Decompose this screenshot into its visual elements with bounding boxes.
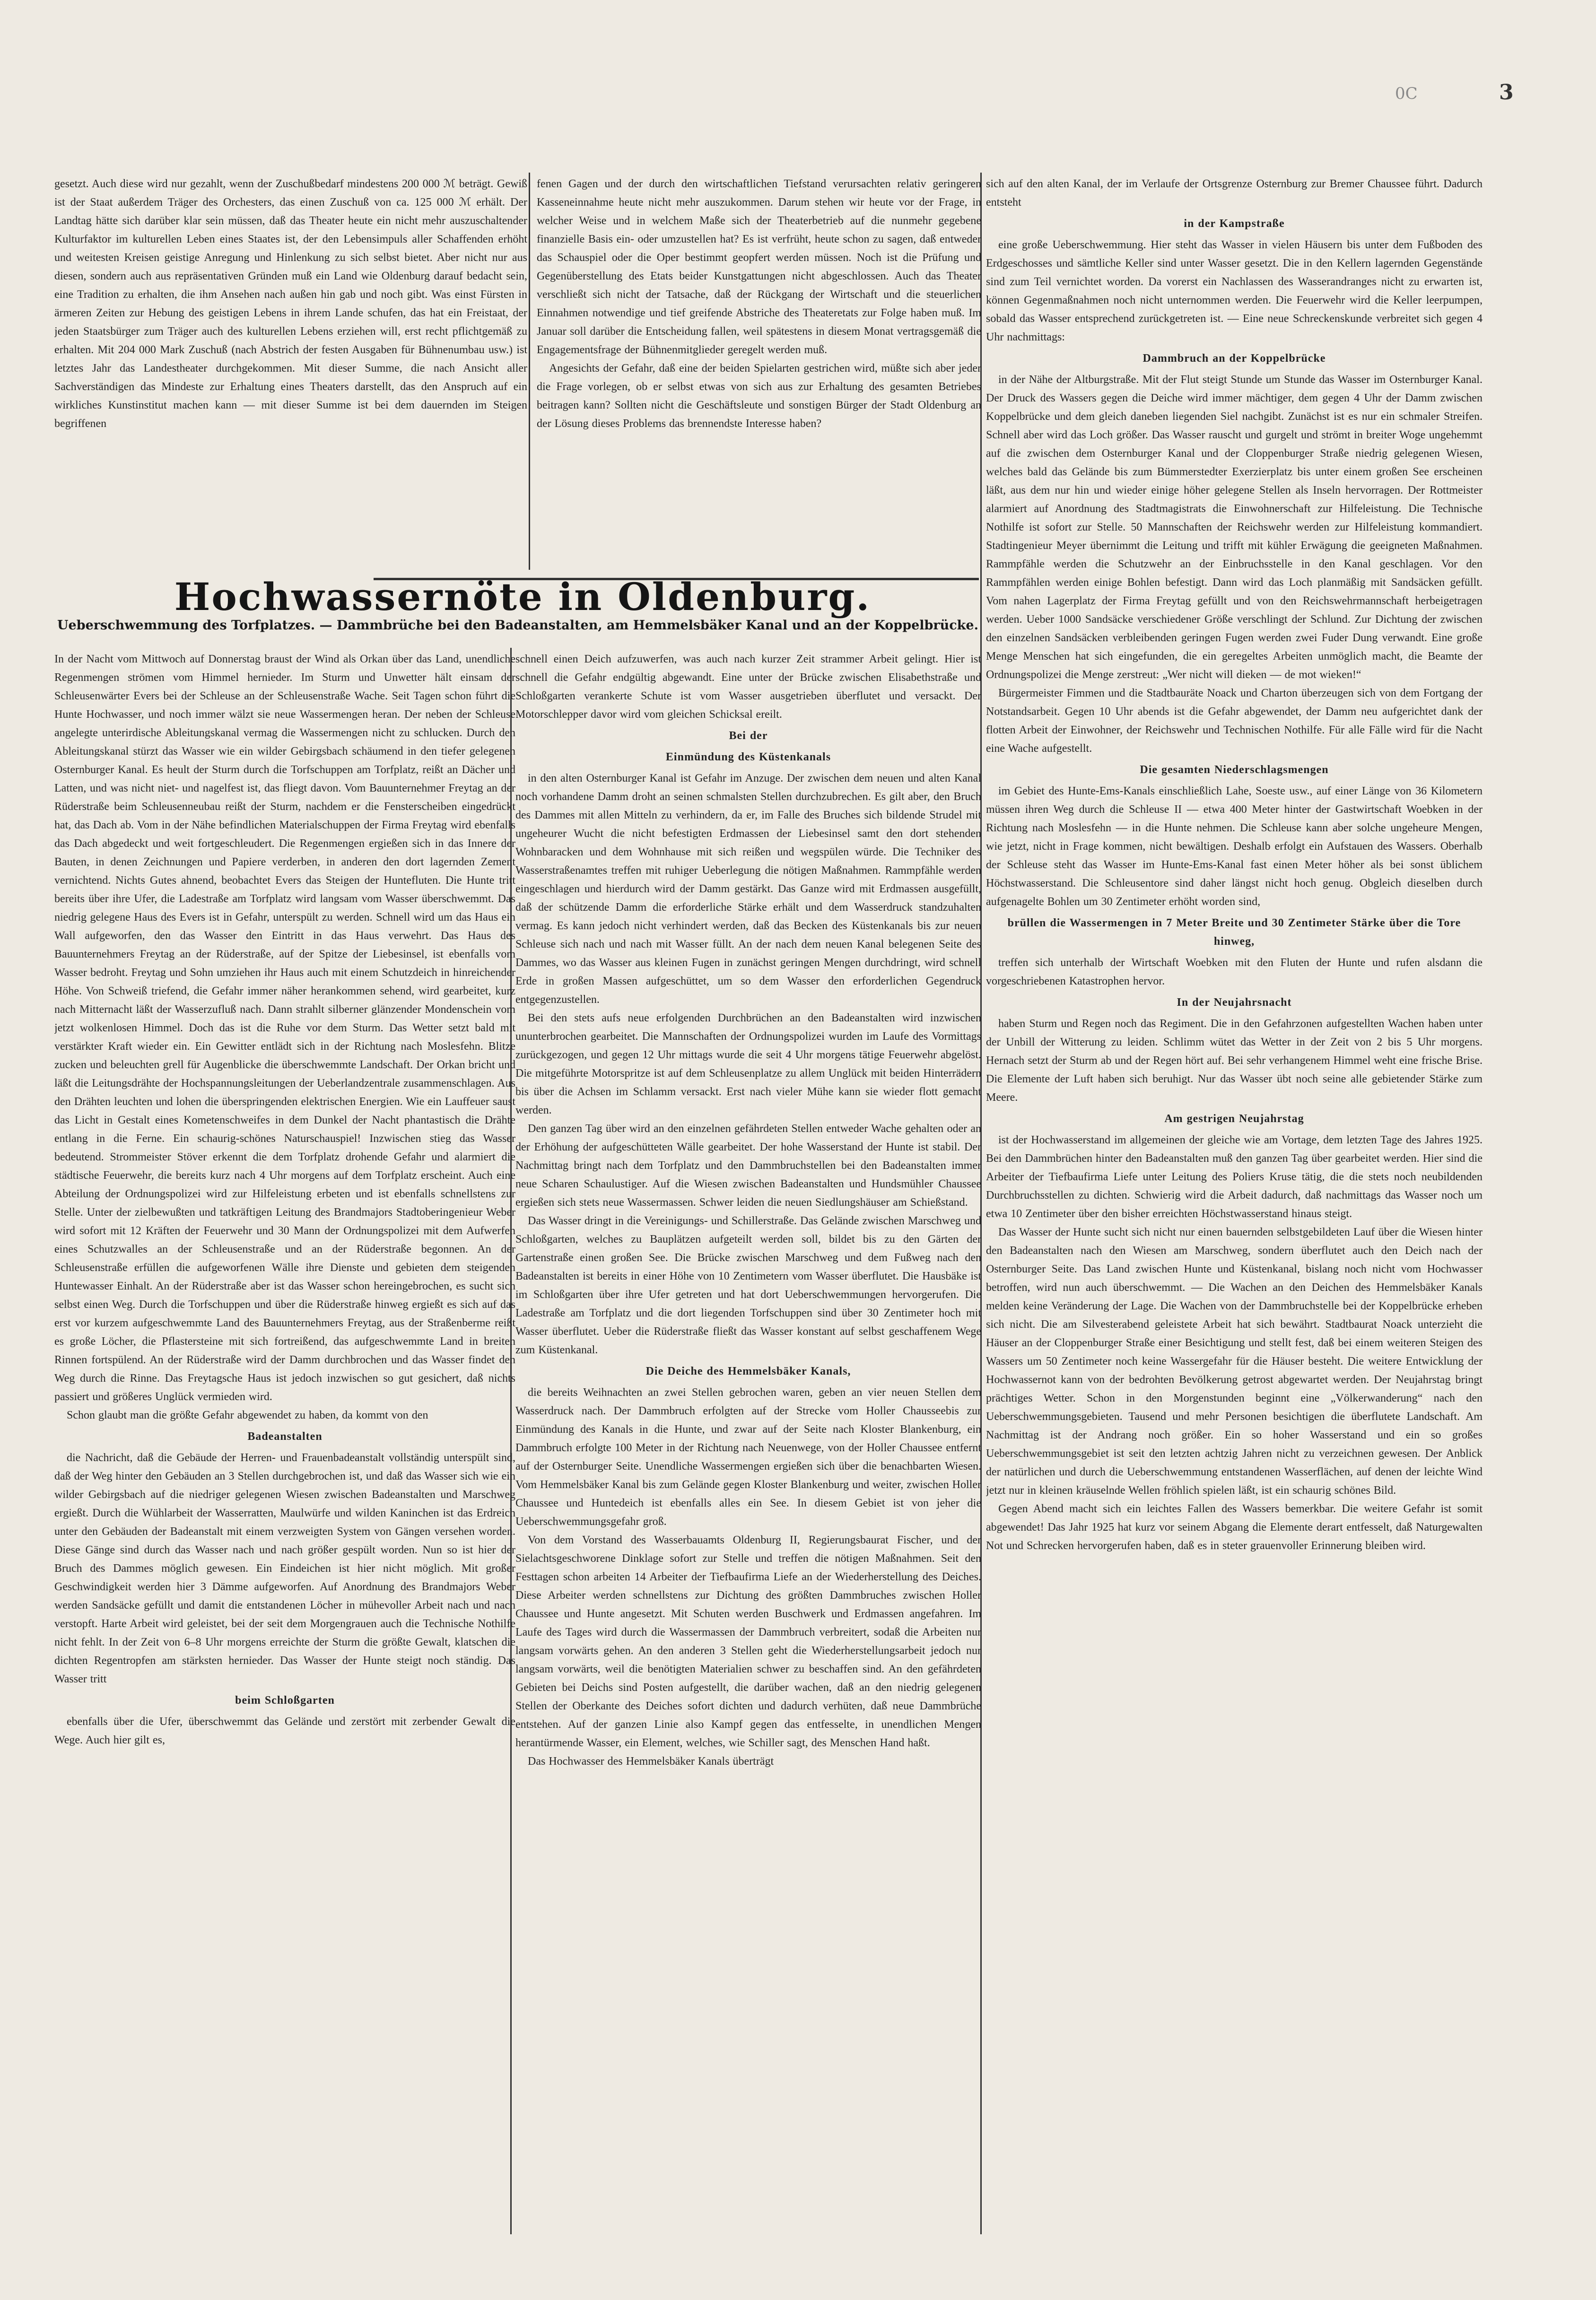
theater-article-column-1	[54, 175, 527, 567]
paragraph: treffen sich unterhalb der Wirtschaft Woebken mit den Fluten der Hunte und rufen alsdann die vorgeschriebenen Katastrophen hervor.	[986, 957, 1483, 987]
paragraph: in den alten Osternburger Kanal ist Gefahr im Anzuge. Der zwischen dem neuen und alten Kanal noch vorhandene Damm droht an seinen schmalsten Stellen durchzubrechen. Es gilt aber, den Bruch des Dammes mit allen Mitteln zu verhindern, da er, im Falle des Bruches sich bildende Strudel mit ungeheurer Wucht die nicht befestigten Erdmassen der Liebesinsel samt den dort stehenden Wohnbaracken und dem Wohnhause mit sich reißen und wegspülen würde. Die Techniker des Wasserstraßenamtes treffen mit ruhiger Ueberlegung die nötigen Maßnahmen. Rammpfähle werden eingeschlagen und hierdurch wird der Damm gestärkt. Das Ganze wird mit Erdmassen ausgefüllt, daß der schützende Damm die erforderliche Stärke erhält und dem Wasserdruck standzuhalten vermag. Es kann jedoch nicht verhindert werden, daß das Becken des Küstenkanals bis zur neuen Schleuse sich nach und nach mit Wasser füllt. An der nach dem neuen Kanal belegenen Seite des Dammes, wo das Wasser aus kleinen Fugen in zunächst geringen Mengen durchdringt, wird schnell Erde in großen Massen aufgeschüttet, um so dem Wasser den erforderlichen Gegendruck entgegenzustellen.	[515, 772, 981, 1006]
paragraph: ist der Hochwasserstand im allgemeinen der gleiche wie am Vortage, dem letzten Tage des Jahres 1925. Bei den Dammbrüchen hinter den Badeanstalten muß den ganzen Tag über gearbeitet werden. Hier sind die Arbeiter der Tiefbaufirma Liefe unter Leitung des Poliers Kruse tätig, die die stets noch neubildenden Durchbruchsstellen zu dichten. Schwierig wird die Arbeit dadurch, daß nachmittags das Wasser noch um etwa 10 Zentimeter über den bisher erreichten Höchstwasserstand hinaus steigt.	[986, 1134, 1483, 1220]
section-subheading: In der Neujahrsnacht	[1177, 996, 1292, 1009]
section-subheading: Dammbruch an der Koppelbrücke	[1142, 352, 1326, 365]
paragraph: Den ganzen Tag über wird an den einzelnen gefährdeten Stellen entweder Wache gehalten oder an der Erhöhung der aufgeschütteten Wälle gearbeitet. Der hohe Wasserstand der Hunte ist stabil. Der Nachmittag bringt nach dem Torfplatz und den Dammbruchstellen bei den Badeanstalten immer neue Scharen Schaulustiger. Auf die Wiesen zwischen Badeanstalten und Hundsmühler Chaussee ergießen sich stets neue Wassermassen. Schwer leiden die neuen Siedlungshäuser am Schießstand.	[515, 1123, 981, 1209]
section-subheading: in der Kampstraße	[1184, 218, 1285, 230]
section-subheading: Einmündung des Küstenkanals	[665, 751, 831, 763]
paragraph: ebenfalls über die Ufer, überschwemmt das Gelände und zerstört mit zerbender Gewalt die Wege. Auch hier gilt es,	[54, 1716, 515, 1746]
section-subheading: Am gestrigen Neujahrstag	[1164, 1113, 1304, 1125]
flood-article-column-2	[515, 650, 981, 2234]
paragraph: Bei den stets aufs neue erfolgenden Durchbrüchen an den Badeanstalten wird inzwischen ununterbrochen gearbeitet. Die Mannschaften der Ordnungspolizei wurden im Laufe des Vormittags zurückgezogen, und gegen 12 Uhr mittags wurde die seit 4 Uhr morgens tätige Feuerwehr abgelöst. Die mitgeführte Motorspritze ist auf dem Schleusenplatze zu allem Unglück mit beiden Hinterrädern bis über die Achsen im Schlamm versackt. Erst nach vieler Mühe kann sie wieder flott gemacht werden.	[515, 1012, 981, 1116]
paragraph: gesetzt. Auch diese wird nur gezahlt, wenn der Zuschußbedarf mindestens 200 000 ℳ beträgt. Gewiß ist der Staat außerdem Träger des Orchesters, das einen Zuschuß von ca. 125 000 ℳ erhält. Der Landtag hätte sich darüber klar sein müssen, daß das Theater heute ein nicht mehr auszuschaltender Kulturfaktor im kulturellen Leben eines Staates ist, der den Lebensimpuls aller Schaffenden erhöht und weitesten Kreisen geistige Anregung und Hinlenkung zu sich selbst bietet. Aber nicht nur aus diesen, sondern auch aus repräsentativen Gründen muß ein Land wie Oldenburg darauf bedacht sein, eine Tradition zu erhalten, die ihm Ansehen nach außen hin gab und noch gibt. Was einst Fürsten in ärmeren Zeiten zur Hebung des geistigen Lebens in ihrem Lande schufen, das hat ein Freistaat, der jeden Staatsbürger zum Träger auch des kulturellen Lebens erziehen will, erst recht pflichtgemäß zu erhalten. Mit 204 000 Mark Zuschuß (nach Abstrich der festen Ausgaben für Bühnenumbau usw.) ist letztes Jahr das Landestheater durchgekommen. Mit dieser Summe, die nach Ansicht aller Sachverständigen das Mindeste zur Erhaltung eines Theaters darstellt, das den Anspruch auf ein wirkliches Kunstinstitut machen kann — mit dieser Summe ist bei dem dauernden im Steigen begriffenen	[54, 178, 527, 430]
article-headline: Hochwassernöte in Oldenburg.	[174, 575, 871, 619]
paragraph: in der Nähe der Altburgstraße. Mit der Flut steigt Stunde um Stunde das Wasser im Osternburger Kanal. Der Druck des Wassers gegen die Deiche wird immer mächtiger, dem gegen 4 Uhr der Damm zwischen Koppelbrücke und dem gleich daneben liegenden Siel nachgibt. Zunächst ist es nur ein schmaler Streifen. Schnell aber wird das Loch größer. Das Wasser rauscht und gurgelt und strömt in breiter Woge ungehemmt auf die zwischen dem Osternburger Kanal und der Cloppenburger Straße niedrig gelegenen Wiesen, welches bald das Gelände bis zum Bümmerstedter Exerzierplatz bis unter einem großen See erscheinen läßt, aus dem nur hin und wieder einige höher gelegene Stellen als Inseln hervorragen. Der Rottmeister alarmiert auf Anordnung des Stadtmagistrats die Einwohnerschaft zur Hilfeleistung. Die Technische Nothilfe ist sofort zur Stelle. 50 Mannschaften der Reichswehr werden zur Hilfeleistung kommandiert. Stadtingenieur Meyer übernimmt die Leitung und trifft mit kühler Erwägung die geeigneten Maßnahmen. Rammpfähle werden die Schutzwehr an der Einbruchsstelle in den Kanal geschlagen. Vor den Rammpfählen werden einige Bohlen befestigt. Dann wird das Loch planmäßig mit Sandsäcken gefüllt. Vom nahen Lagerplatz der Firma Freytag gefüllt und von den Reichswehrmannschaft herbeigetragen werden. Ueber 1000 Sandsäcke verschiedener Größe verschlingt der Schlund. Zur Dichtung der zwischen den einzelnen Sandsäcken verbleibenden geringen Fugen werden zwei Fuder Dung verwandt. Eine große Menge Menschen hat sich eingefunden, die ein geregeltes Arbeiten unmöglich macht, die Beamte der Ordnungspolizei die Menge zerstreut: „Wer nicht will dieken — de mot wieken!“	[986, 374, 1483, 681]
page-number: 3	[1499, 80, 1514, 105]
section-subheading: Bei der	[729, 730, 768, 742]
flood-article-column-1	[54, 650, 515, 2234]
section-subheading: Die gesamten Niederschlagsmengen	[1140, 764, 1329, 776]
marginal-annotation: 0C	[1395, 84, 1418, 103]
paragraph: Schon glaubt man die größte Gefahr abgewendet zu haben, da kommt von den	[67, 1409, 428, 1421]
paragraph: Bürgermeister Fimmen und die Stadtbauräte Noack und Charton überzeugen sich von dem Fortgang der Notstandsarbeit. Gegen 10 Uhr abends ist die Gefahr abgewendet, der Damm neu aufgerichtet dank der flotten Arbeit der Einwohner, der Reichswehr und Technischen Nothilfe. Für alle Fälle wird für die Nacht eine Wache aufgestellt.	[986, 687, 1483, 755]
paragraph: die bereits Weihnachten an zwei Stellen gebrochen waren, geben an vier neuen Stellen dem Wasserdruck nach. Der Dammbruch erfolgten auf der Strecke vom Holler Chausseebis zur Einmündung des Kanals in die Hunte, und zwar auf der Seite nach Kloster Blankenburg, ein Dammbruch erfolgte 100 Meter in der Richtung nach Neuenwege, von der Holler Chaussee entfernt auf der Osternburger Seite. Unendliche Wassermengen ergießen sich über die benachbarten Wiesen. Vom Hemmelsbäker Kanal bis zum Gelände gegen Kloster Blankenburg und weiter, zwischen Holler Chaussee und Huntedeich ist ebenfalls alles ein See. In diesem Gebiet ist von jeher die Ueberschwemmungsgefahr groß.	[515, 1386, 981, 1528]
theater-article-column-2	[537, 175, 981, 567]
section-subheading: beim Schloßgarten	[235, 1694, 335, 1707]
flood-article-column-3	[986, 175, 1483, 2232]
column-rule	[529, 173, 530, 570]
paragraph: eine große Ueberschwemmung. Hier steht das Wasser in vielen Häusern bis unter dem Fußboden des Erdgeschosses und sämtliche Keller sind unter Wasser gesetzt. Die in den Kellern lagernden Gegenstände sind zum Teil vernichtet worden. Da vorerst ein Nachlassen des Wasserandranges nicht zu erwarten ist, können Gegenmaßnahmen noch nicht unternommen werden. Die Feuerwehr wird die Keller leerpumpen, sobald das Wasser entsprechend zurückgetreten ist. — Eine neue Schreckenskunde verbreitet sich gegen 4 Uhr nachmittags:	[986, 239, 1483, 343]
section-subheading: Die Deiche des Hemmelsbäker Kanals,	[645, 1365, 851, 1377]
article-subheadline: Ueberschwemmung des Torfplatzes. — Dammbrüche bei den Badeanstalten, am Hemmelsbäker Kanal und an der Koppelbrücke.	[57, 618, 978, 633]
paragraph: Von dem Vorstand des Wasserbauamts Oldenburg II, Regierungsbaurat Fischer, und der Sielachtsgeschworene Dinklage sofort zur Stelle und treffen die nötigen Maßnahmen. Seit den Festtagen schon arbeiten 14 Arbeiter der Tiefbaufirma Liefe an der Wiederherstellung des Deiches. Diese Arbeiter werden schnellstens zur Dichtung des größten Dammbruches zwischen Holler Chaussee und Hunte angesetzt. Mit Schuten werden Buschwerk und Erdmassen angefahren. Im Laufe des Tages wird durch die Wassermassen der Dammbruch verbreitert, sodaß die Arbeiten nur langsam vorwärts gehen. An den anderen 3 Stellen geht die Wiederherstellungsarbeit jedoch nur langsam vorwärts, weil die benötigten Materialien schwer zu beschaffen sind. An den gefährdeten Gebieten bei Deichs sind Posten aufgestellt, die darüber wachen, daß an den niedrig gelegenen Stellen der Oberkante des Deiches sofort dichten und dadurch verhüten, daß neue Dammbrüche entstehen. Auf der ganzen Linie also Kampf gegen das entfesselte, in unendlichen Mengen herantürmende Wasser, ein Element, welches, wie Schiller sagt, des Menschen Hand haßt.	[515, 1534, 981, 1749]
paragraph: die Nachricht, daß die Gebäude der Herren- und Frauenbadeanstalt vollständig unterspült sind, daß der Weg hinter den Gebäuden an 3 Stellen durchgebrochen ist, und daß das Wasser sich wie ein wilder Gebirgsbach auf die niedriger gelegenen Wiesen zwischen Badeanstalten und Marschweg ergießt. Durch die Wühlarbeit der Wasserratten, Maulwürfe und wilden Kaninchen ist das Erdreich unter den Gebäuden der Badeanstalt mit einem verzweigten System von Gängen versehen worden. Diese Gänge sind durch das Wasser nach und nach größer gespült worden. Nun so ist hier der Bruch des Dammes möglich gewesen. Ein Eindeichen ist hier nicht möglich. Mit großer Geschwindigkeit werden hier 3 Dämme aufgeworfen. Auf Anordnung des Brandmajors Weber werden Sandsäcke gefüllt und damit die entstandenen Löcher in mühevoller Arbeit nach und nach verstopft. Harte Arbeit wird geleistet, bei der seit dem Morgengrauen auch die Technische Nothilfe nicht fehlt. In der Zeit von 6–8 Uhr morgens erreichte der Sturm die größte Gewalt, klatschen die dichten Regentropfen am stärksten hernieder. Das Wasser der Hunte steigt noch ständig. Das Wasser tritt	[54, 1452, 515, 1685]
paragraph: im Gebiet des Hunte-Ems-Kanals einschließlich Lahe, Soeste usw., auf einer Länge von 36 Kilometern müssen ihren Weg durch die Schleuse II — etwa 400 Meter hinter der Gastwirtschaft Woebken in der Richtung nach Moslesfehn — in die Hunte nehmen. Die Schleuse kann aber solche ungeheure Mengen, wie jetzt, nicht in Frage kommen, nicht bewältigen. Deshalb erfolgt ein Aufstauen des Wassers. Oberhalb der Schleuse steht das Wasser im Hunte-Ems-Kanal fast einen Meter höher als bei sonst üblichem Höchstwasserstand. Die Schleusentore sind daher längst nicht hoch genug. Obgleich dieselben durch aufgenagelte Bohlen um 30 Zentimeter erhöht worden sind,	[986, 785, 1483, 908]
paragraph: sich auf den alten Kanal, der im Verlaufe der Ortsgrenze Osternburg zur Bremer Chaussee führt. Dadurch entsteht	[986, 178, 1483, 209]
paragraph: fenen Gagen und der durch den wirtschaftlichen Tiefstand verursachten relativ geringeren Kasseneinnahme heute nicht mehr auszukommen. Darum stehen wir heute vor der Frage, in welcher Weise und in welchem Maße sich der Theaterbetrieb auf die nunmehr gegebene finanzielle Basis ein- oder umzustellen hat? Es ist verfrüht, heute schon zu sagen, daß entweder das Schauspiel oder die Oper bestimmt geopfert werden müssen. Noch ist die Prüfung und Gegenüberstellung des Etats beider Kunstgattungen nicht abgeschlossen. Auch das Theater verschließt sich nicht der Tatsache, daß der Rückgang der Wirtschaft und die steuerlichen Einnahmen notwendige und tief greifende Abstriche des Theateretats zur Folge haben muß. Im Januar soll darüber die Entscheidung fallen, weil spätestens in diesem Monat vertragsgemäß die Engagementsfrage der Bühnenmitglieder geregelt werden muß.	[537, 178, 981, 356]
paragraph: haben Sturm und Regen noch das Regiment. Die in den Gefahrzonen aufgestellten Wachen haben unter der Unbill der Witterung zu leiden. Schlimm wütet das Wetter in der Zeit von 2 bis 5 Uhr morgens. Hernach setzt der Sturm ab und der Regen hört auf. Bei sehr verhangenem Himmel weht eine frische Brise. Die Elemente der Luft haben sich beruhigt. Nur das Wasser übt noch seine alle gebietender Stärke zum Meere.	[986, 1018, 1483, 1104]
paragraph: Gegen Abend macht sich ein leichtes Fallen des Wassers bemerkbar. Die weitere Gefahr ist somit abgewendet! Das Jahr 1925 hat kurz vor seinem Abgang die Elemente derart entfesselt, daß Naturgewalten Not und Schrecken hervorgerufen haben, daß es in steter grauenvoller Erinnerung bleiben wird.	[986, 1503, 1483, 1552]
paragraph: schnell einen Deich aufzuwerfen, was auch nach kurzer Zeit strammer Arbeit gelingt. Hier ist schnell die Gefahr endgültig abgewandt. Eine unter der Brücke zwischen Elisabethstraße und Schloßgarten verankerte Schute ist vom Wasser ausgetrieben überflutet und versackt. Der Motorschlepper davor wird vom gleichen Schicksal ereilt.	[515, 653, 981, 721]
paragraph: Das Wasser der Hunte sucht sich nicht nur einen bauernden selbstgebildeten Lauf über die Wiesen hinter den Badeanstalten nach den Wiesen am Marschweg, sondern überflutet auch den Deich nach der Osternburger Seite. Das Land zwischen Hunte und Küstenkanal, bislang noch nicht vom Hochwasser betroffen, wird nun auch überschwemmt. — Die Wachen an den Deichen des Hemmelsbäker Kanals melden keine Veränderung der Lage. Die Wachen von der Dammbruchstelle bei der Koppelbrücke erheben sich nicht. Die am Silvesterabend geleistete Arbeit hat sich bewährt. Stadtbaurat Noack unterzieht die Häuser an der Cloppenburger Straße einer Besichtigung und stellt fest, daß bei einem weiteren Steigen des Wassers um 50 Zentimeter noch keine Wassergefahr für die Häuser besteht. Die weitere Entwicklung der Hochwassernot kann von der bedrohten Bevölkerung getrost abgewartet werden. Der Neujahrstag bringt prächtiges Wetter. Schon in den Morgenstunden beginnt eine „Völkerwanderung“ nach den Ueberschwemmungsgebieten. Tausend und mehr Personen besichtigen die überflutete Landschaft. Am Nachmittag ist der Andrang noch größer. Ein so hoher Wasserstand und ein so großes Ueberschwemmungsgebiet ist seit den letzten achtzig Jahren nicht zu verzeichnen gewesen. Der Anblick der natürlichen und durch die Ueberschwemmung entstandenen Wasserflächen, auf denen der leichte Wind jetzt nur in kleinen kräuselnde Wellen fröhlich spielen läßt, ist ein schaurig schönes Bild.	[986, 1226, 1483, 1497]
paragraph: Das Wasser dringt in die Vereinigungs- und Schillerstraße. Das Gelände zwischen Marschweg und Schloßgarten, welches zu Bauplätzen aufgeteilt werden soll, bildet bis zu den Gärten der Gartenstraße einen großen See. Die Brücke zwischen Marschweg und dem Fußweg nach den Badeanstalten ist bereits in einer Höhe von 10 Zentimetern vom Wasser überflutet. Die Hausbäke ist im Schloßgarten über ihre Ufer getreten und hat dort Ueberschwemmungen hervorgerufen. Die Ladestraße am Torfplatz und die dort liegenden Torfschuppen sind über 30 Zentimeter hoch mit Wasser überflutet. Ueber die Rüderstraße fließt das Wasser konstant auf selbst geschaffenem Wege zum Küstenkanal.	[515, 1215, 981, 1356]
paragraph: Angesichts der Gefahr, daß eine der beiden Spielarten gestrichen wird, müßte sich aber jeder die Frage vorlegen, ob er selbst etwas von sich aus zur Erhaltung des gesamten Betriebes beitragen kann? Sollten nicht die Geschäftsleute und sonstigen Bürger der Stadt Oldenburg an der Lösung dieses Problems das brennendste Interesse haben?	[537, 362, 981, 430]
section-subheading: Badeanstalten	[247, 1430, 323, 1443]
paragraph: In der Nacht vom Mittwoch auf Donnerstag braust der Wind als Orkan über das Land, unendliche Regenmengen strömen vom Himmel hernieder. Im Sturm und Unwetter hält einsam der Schleusenwärter Evers bei der Schleuse an der Schleusenstraße Wache. Seit Tagen schon führt die Hunte Hochwasser, und noch immer wälzt sie neue Wassermengen heran. Der neben der Schleuse angelegte unterirdische Ableitungskanal vermag die Wassermengen nicht zu schlucken. Durch den Ableitungskanal stürzt das Wasser wie ein wilder Gebirgsbach schäumend in den tiefer gelegenen Osternburger Kanal. Es heult der Sturm durch die Torfschuppen am Torfplatz, reißt an Dächer und Latten, und was nicht niet- und nagelfest ist, das fliegt davon. Vom Bauunternehmer Freytag an der Rüderstraße beim Schleusenneubau reißt der Sturm, nachdem er die Fensterscheiben eingedrückt hat, das Dach ab. Vom in der Nähe befindlichen Materialschuppen der Firma Freytag wird ebenfalls das Dach abgedeckt und weit fortgeschleudert. Die Regenmengen ergießen sich in das Innere der Bauten, in denen Zeichnungen und Papiere verderben, in anderen den dort lagernden Zement vernichtend. Nichts Gutes ahnend, beobachtet Evers das Steigen der Huntefluten. Die Hunte tritt bereits über ihre Ufer, die Ladestraße am Torfplatz wird langsam vom Wasser überschwemmt. Das niedrig gelegene Haus des Evers ist in Gefahr, unterspült zu werden. Schnell wird um das Haus ein Wall aufgeworfen, den das Wasser den Eintritt in das Haus verwehrt. Das Haus des Bauunternehmers Freytag an der Rüderstraße, auf der Spitze der Liebesinsel, ist ebenfalls vom Wasser bedroht. Freytag und Sohn umziehen ihr Haus auch mit einem Schutzdeich in hinreichender Höhe. Von Schweiß triefend, die Gefahr immer näher herankommen sehend, wird gearbeitet, kurz nach Mitternacht läßt der Wasserzufluß nach. Dann strahlt silberner glänzender Mondenschein vom jetzt wolkenlosen Himmel. Doch das ist die Ruhe vor dem Sturm. Das Wetter setzt bald mit verstärkter Kraft wieder ein. Ein Gewitter entlädt sich in der Richtung nach Moslesfehn. Blitze zucken und beleuchten grell für Augenblicke die überschwemmte Landschaft. Der Orkan bricht und läßt die Leitungsdrähte der Hochspannungsleitungen der Ueberlandzentrale zusammenschlagen. Aus den Drähten leuchten und lohen die überspringenden elektrischen Energien. Wie ein Lauffeuer saust das Licht in Gestalt eines Kometenschweifes in dem Dunkel der Nacht phantastisch die Drähte entlang in die Ferne. Ein schaurig-schönes Naturschauspiel! Inzwischen stieg das Wasser bedeutend. Strommeister Stöver erkennt die dem Torfplatz drohende Gefahr und alarmiert die städtische Feuerwehr, die bereits kurz nach 4 Uhr morgens auf dem Torfplatz erscheint. Auch eine Abteilung der Ordnungspolizei wird zur Hilfeleistung erbeten und ist ebenfalls schnellstens zur Stelle. Unter der zielbewußten und tatkräftigen Leitung des Brandmajors Stadtoberingenieur Weber wird sofort mit 12 Kräften der Feuerwehr und 30 Mann der Ordnungspolizei mit dem Aufwerfen eines Schutzwalles an der Schleusenstraße und an der Rüderstraße begonnen. An der Schleusenstraße erfüllen die aufgeworfenen Wälle ihre Dienste und gebieten dem steigenden Huntewasser Einhalt. An der Rüderstraße aber ist das Wasser schon hereingebrochen, es sucht sich selbst einen Weg. Durch die Torfschuppen und über die Rüderstraße hinweg ergießt es sich auf das erst vor kurzem aufgeschwemmte Land des Bauunternehmers Freytag, aus der Straßenberme reißt es große Löcher, die Pflastersteine mit sich fortreißend, das aufgeschwemmte Land in breiten Rinnen fortspülend. An der Rüderstraße wird der Damm durchbrochen und das Wasser findet den Weg durch die Rinne. Das Freytagsche Haus ist jedoch inzwischen so gut gesichert, daß nichts passiert und größeres Unglück vermieden wird.	[54, 653, 515, 1403]
section-subheading: brüllen die Wassermengen in 7 Meter Breite und 30 Zentimeter Stärke über die Tore hinweg,	[1007, 917, 1461, 948]
paragraph: Das Hochwasser des Hemmelsbäker Kanals überträgt	[528, 1755, 774, 1768]
